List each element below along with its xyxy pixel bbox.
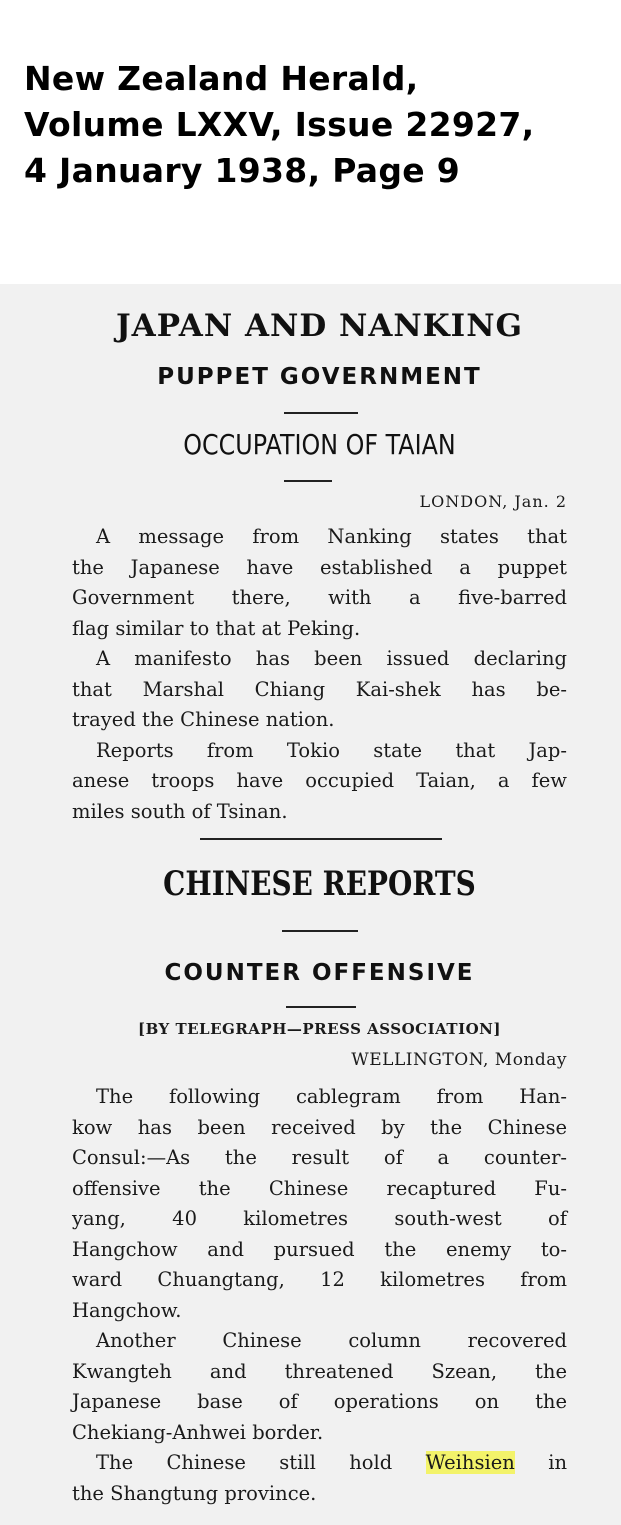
- article1-headline: JAPAN AND NANKING: [116, 308, 523, 344]
- text-line: Government there, with a five-barred: [72, 586, 567, 609]
- divider-short: [286, 1006, 356, 1008]
- text-line: the Japanese have established a puppet: [72, 555, 567, 579]
- highlighted-term: Weihsien: [425, 1451, 515, 1474]
- article2-body: [72, 1082, 567, 1509]
- divider-short: [282, 930, 358, 932]
- text-line: Kwangteh and threatened Szean, the: [72, 1359, 567, 1383]
- text-line: offensive the Chinese recaptured Fu-: [72, 1176, 567, 1200]
- source-citation: [24, 56, 604, 194]
- text-line: that Marshal Chiang Kai-shek has be-: [72, 677, 567, 701]
- article2-dateline: WELLINGTON, Monday: [351, 1050, 567, 1070]
- text-fragment: The Chinese still hold: [96, 1451, 393, 1474]
- text-line: Japanese base of operations on the: [72, 1390, 567, 1413]
- source-line-date: 4 January 1938, Page 9: [24, 151, 461, 190]
- newspaper-clipping: [0, 284, 621, 1525]
- text-line: kow has been received by the Chinese: [72, 1115, 567, 1139]
- text-line: Hangchow and pursued the enemy to-: [72, 1237, 567, 1261]
- article2-headline: CHINESE REPORTS: [163, 864, 476, 904]
- article2-subhead: COUNTER OFFENSIVE: [164, 960, 475, 986]
- text-line: Consul:—As the result of a counter-: [72, 1146, 567, 1169]
- text-line: A manifesto has been issued declaring: [96, 647, 567, 670]
- text-line: miles south of Tsinan.: [72, 799, 288, 823]
- text-line: Another Chinese column recovered: [96, 1329, 567, 1352]
- text-line: The following cablegram from Han-: [96, 1085, 567, 1108]
- text-line: ward Chuangtang, 12 kilometres from: [72, 1268, 567, 1291]
- text-line: A message from Nanking states that: [96, 525, 567, 548]
- article2-agency: [BY TELEGRAPH—PRESS ASSOCIATION]: [138, 1020, 501, 1038]
- article1-subhead: PUPPET GOVERNMENT: [157, 364, 482, 390]
- divider-short: [284, 412, 358, 414]
- divider-short: [284, 480, 332, 482]
- text-line: Hangchow.: [72, 1298, 182, 1322]
- text-line: flag similar to that at Peking.: [72, 616, 361, 640]
- text-line: Reports from Tokio state that Jap-: [96, 738, 567, 762]
- text-fragment: in: [548, 1451, 567, 1474]
- article1-body: [72, 522, 567, 827]
- article-separator: [200, 838, 442, 840]
- text-line: Chekiang-Anhwei border.: [72, 1420, 324, 1444]
- text-line: anese troops have occupied Taian, a few: [72, 769, 567, 792]
- text-line: yang, 40 kilometres south-west of: [72, 1207, 567, 1230]
- text-line: [72, 1448, 567, 1479]
- article1-subhead2: OCCUPATION OF TAIAN: [183, 428, 456, 461]
- source-line-publication: New Zealand Herald,: [24, 59, 419, 98]
- source-line-volume: Volume LXXV, Issue 22927,: [24, 105, 535, 144]
- text-line: the Shangtung province.: [72, 1481, 317, 1505]
- text-line: trayed the Chinese nation.: [72, 708, 335, 731]
- article1-dateline: LONDON, Jan. 2: [419, 492, 567, 511]
